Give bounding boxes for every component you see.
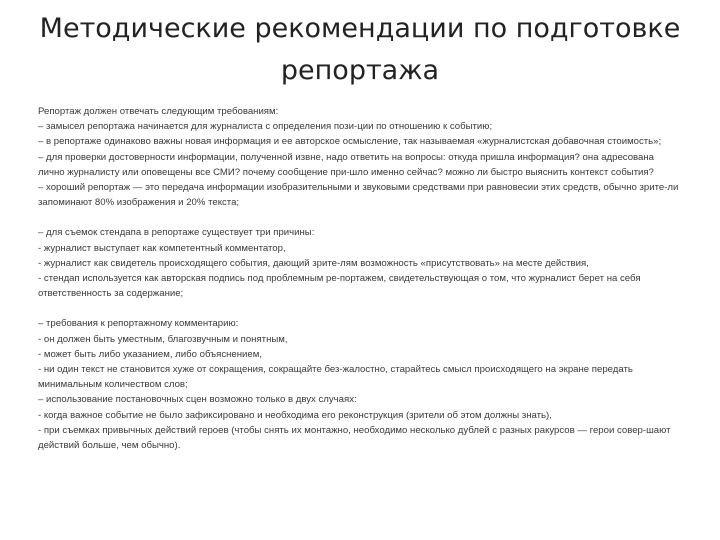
paragraph: – требования к репортажному комментарию:: [38, 318, 239, 330]
paragraph: - он должен быть уместным, благозвучным и понятным,: [38, 333, 288, 345]
paragraph: Репортаж должен отвечать следующим требованиям:: [38, 106, 279, 117]
paragraph: - ни один текст не становится хуже от сокращения, сокращайте без-жалостно, старайтесь смысл происходящего на экране передать минимальным количеством слов;: [38, 364, 633, 391]
paragraph: - журналист как свидетель происходящего события, дающий зрите-лям возможность «присутствовать» на месте действия,: [38, 257, 589, 269]
section-standup: [38, 225, 680, 301]
paragraph: - стендап используется как авторская подпись под проблемным ре-портажем, свидетельствующая о том, что журналист берет на себя ответственность за содержание;: [38, 273, 641, 300]
slide-title: [20, 8, 700, 92]
section-commentary: [38, 316, 680, 453]
slide-title-line-2: репортажа: [280, 55, 440, 86]
paragraph: – хороший репортаж — это передача информации изобразительными и звуковыми средствами при равновесии этих средств, обычно зрите-ли запоминают 80% изображения и 20% текста;: [38, 182, 679, 209]
paragraph: - журналист выступает как компетентный комментатор,: [38, 242, 286, 254]
paragraph: – для проверки достоверности информации, полученной извне, надо ответить на вопросы: откуда пришла информация? она адресована лично журналисту или оповещены все СМИ? почему сообщение при-шло именно сейчас? можно ли быстро выяснить контекст события?: [38, 151, 654, 178]
paragraph: – для съемок стендапа в репортаже существует три причины:: [38, 227, 315, 239]
paragraph: - может быть либо указанием, либо объяснением,: [38, 348, 263, 360]
slide-body: [38, 104, 680, 453]
section-requirements: [38, 104, 680, 210]
paragraph: – в репортаже одинаково важны новая информация и ее авторское осмысление, так называемая «журналистская добавочная стоимость»;: [38, 136, 662, 148]
paragraph: - когда важное событие не было зафиксировано и необходима его реконструкция (зрители об этом должны знать),: [38, 409, 552, 421]
paragraph: – использование постановочных сцен возможно только в двух случаях:: [38, 394, 357, 406]
paragraph: - при съемках привычных действий героев (чтобы снять их монтажно, необходимо несколько дублей с разных ракурсов — герои совер-шают действий больше, чем обычно).: [38, 424, 671, 452]
section-gap: [38, 301, 680, 316]
section-gap: [38, 210, 680, 225]
paragraph: – замысел репортажа начинается для журналиста с определения пози-ции по отношению к событию;: [38, 121, 493, 133]
slide-title-line-1: Методические рекомендации по подготовке: [39, 13, 681, 44]
